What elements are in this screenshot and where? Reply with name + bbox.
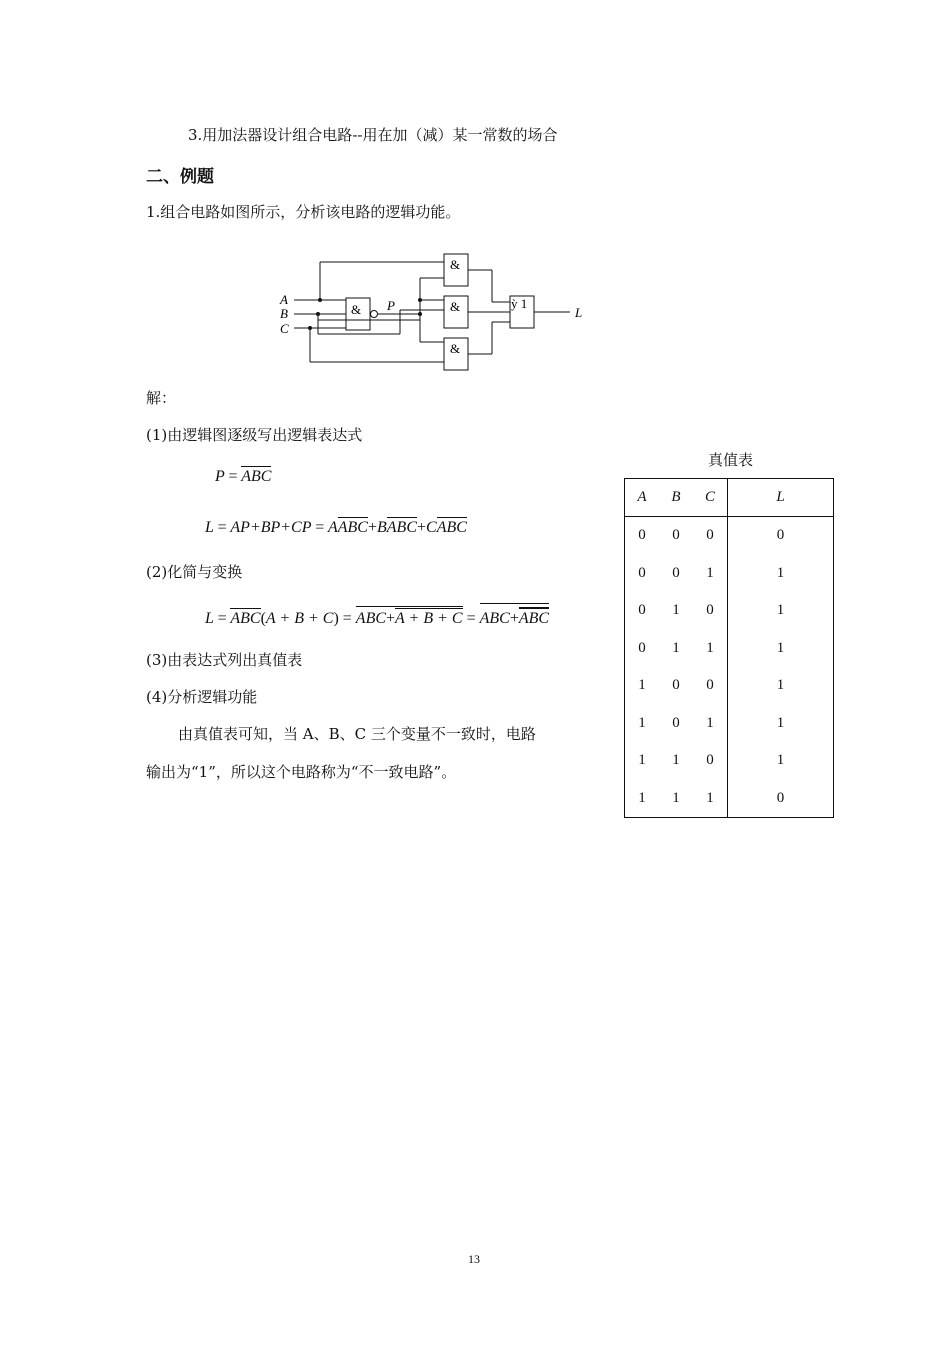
cell: 1: [728, 555, 834, 593]
table-row: [625, 705, 834, 743]
and-bottom-label: &: [450, 341, 461, 356]
cell: 0: [672, 564, 680, 581]
junction-dot-p2: [418, 298, 422, 302]
table-row: [625, 780, 834, 818]
input-c-label: C: [280, 321, 289, 336]
cell: 1: [638, 677, 646, 694]
cell: 0: [638, 639, 646, 656]
cell: 1: [728, 667, 834, 705]
cell: 1: [672, 602, 680, 619]
solution-label: 解：: [146, 389, 177, 407]
cell: 1: [728, 705, 834, 743]
cell: 1: [672, 789, 680, 806]
equation-l: L = AP+BP+CP = AABC+BABC+CABC: [205, 519, 467, 536]
or-gate-label: ỳ 1: [511, 296, 528, 311]
section-3-text: 3.用加法器设计组合电路--用在加（减）某一常数的场合: [188, 126, 558, 144]
and-middle-label: &: [450, 299, 461, 314]
analysis-line-1: 由真值表可知，当 A、B、C 三个变量不一致时，电路: [178, 725, 536, 743]
cell: 0: [638, 602, 646, 619]
page-number: 13: [468, 1252, 480, 1266]
cell: 1: [706, 564, 714, 581]
cell: 0: [706, 677, 714, 694]
cell: 0: [706, 527, 714, 544]
cell: 1: [728, 592, 834, 630]
nand-gate-label: &: [351, 302, 362, 317]
cell: 0: [728, 780, 834, 818]
table-row: [625, 630, 834, 668]
cell: 1: [728, 742, 834, 780]
cell: 1: [706, 789, 714, 806]
table-row: [625, 592, 834, 630]
step-3: (3)由表达式列出真值表: [146, 651, 303, 669]
cell: 1: [672, 752, 680, 769]
truth-table: [624, 478, 834, 818]
step-2: (2)化简与变换: [146, 563, 243, 581]
truth-table-caption: 真值表: [708, 451, 754, 469]
cell: 0: [672, 714, 680, 731]
cell: 0: [706, 602, 714, 619]
junction-dot-a: [318, 298, 322, 302]
header-c: C: [693, 479, 728, 517]
table-row: [625, 667, 834, 705]
step-4: (4)分析逻辑功能: [146, 688, 258, 706]
cell: 1: [638, 789, 646, 806]
node-p-label: P: [387, 298, 395, 313]
cell: 0: [672, 527, 680, 544]
cell: 0: [706, 752, 714, 769]
logic-circuit-diagram: [270, 248, 600, 378]
input-b-label: B: [280, 306, 288, 321]
cell: 0: [728, 517, 834, 555]
and-top-label: &: [450, 257, 461, 272]
equation-simplified: L = ABC(A + B + C) = ABC+A + B + C = ABC+ABC: [205, 603, 549, 628]
equation-p: P = ABC: [215, 468, 272, 485]
header-a: A: [625, 479, 660, 517]
cell: 0: [672, 677, 680, 694]
table-header-row: [625, 479, 834, 517]
cell: 0: [638, 564, 646, 581]
problem-statement: 1.组合电路如图所示，分析该电路的逻辑功能。: [146, 203, 461, 221]
section-heading: 二、例题: [146, 167, 214, 187]
table-row: [625, 517, 834, 555]
inverter-bubble: [371, 311, 378, 318]
cell: 1: [706, 639, 714, 656]
cell: 1: [706, 714, 714, 731]
cell: 1: [672, 639, 680, 656]
junction-dot-c: [308, 326, 312, 330]
table-row: [625, 555, 834, 593]
header-l: L: [728, 479, 834, 517]
cell: 1: [638, 752, 646, 769]
input-a-label: A: [280, 292, 288, 307]
analysis-line-2: 输出为“1”，所以这个电路称为“不一致电路”。: [146, 763, 457, 781]
step-1: (1)由逻辑图逐级写出逻辑表达式: [146, 426, 363, 444]
cell: 1: [728, 630, 834, 668]
cell: 0: [638, 527, 646, 544]
table-row: [625, 742, 834, 780]
junction-dot-b: [316, 312, 320, 316]
cell: 1: [638, 714, 646, 731]
output-l-label: L: [575, 305, 583, 320]
header-b: B: [659, 479, 693, 517]
junction-dot-p: [418, 312, 422, 316]
